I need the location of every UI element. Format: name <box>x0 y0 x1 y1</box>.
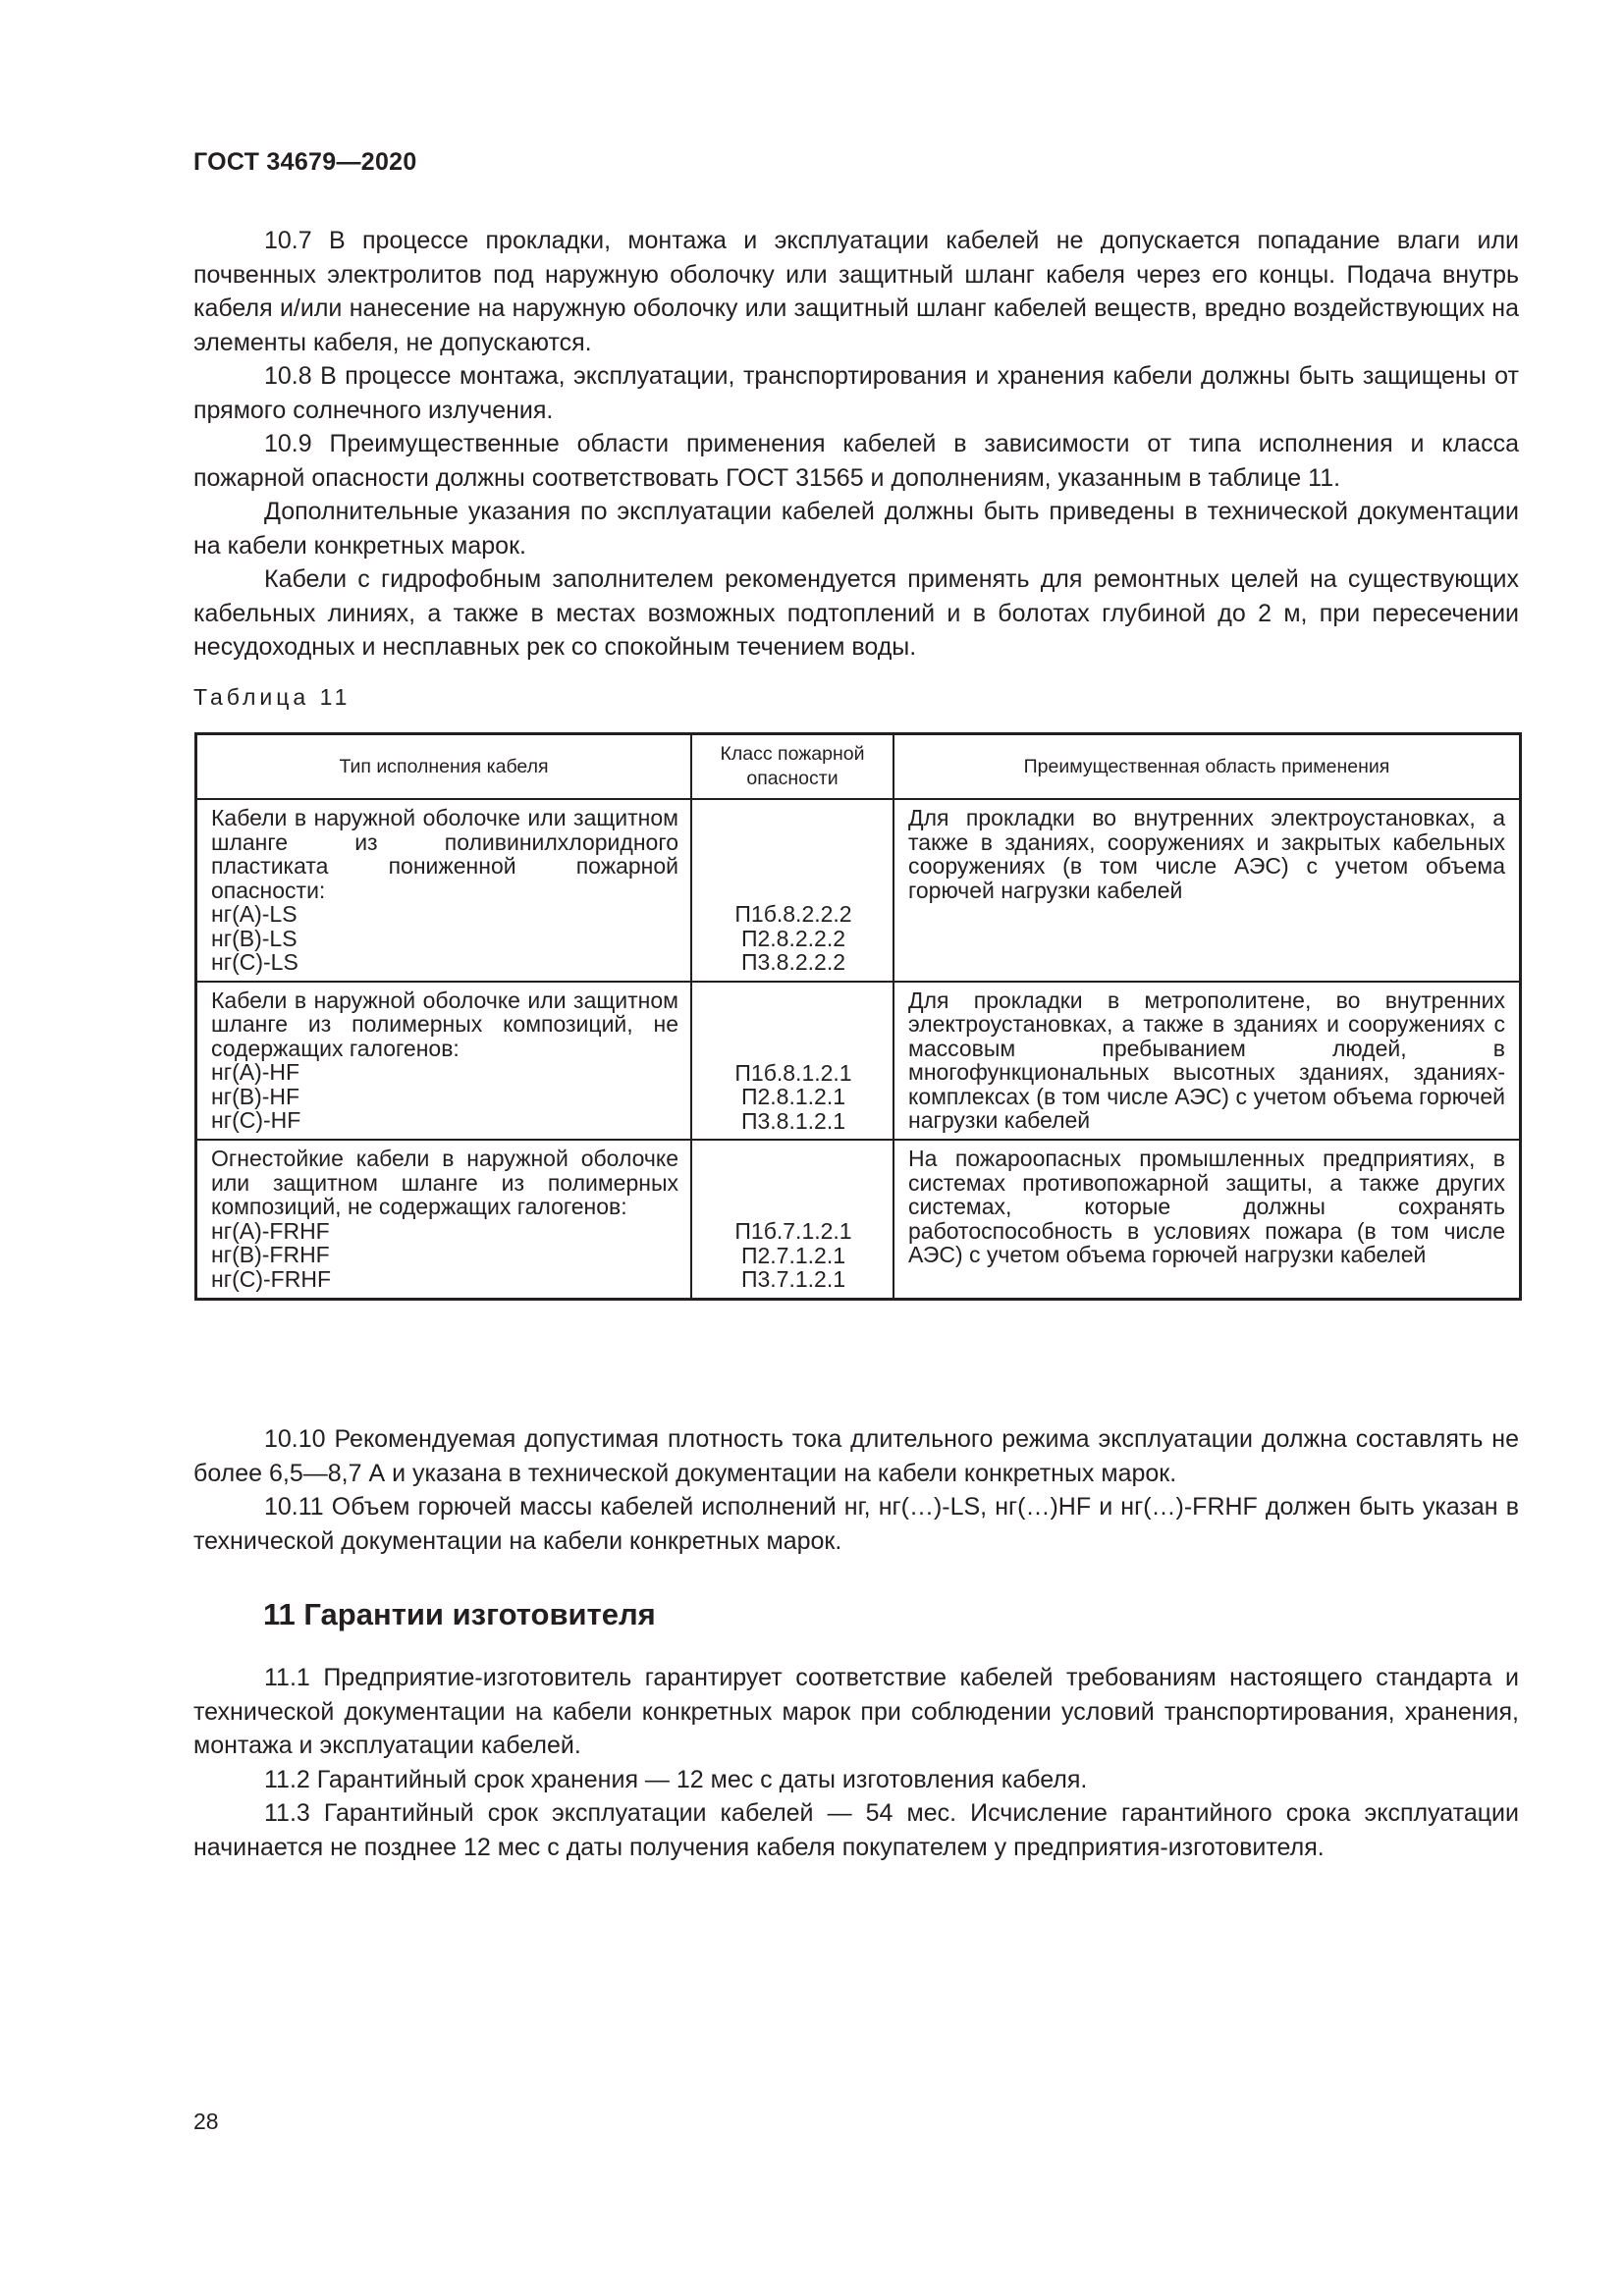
page-number: 28 <box>193 2109 219 2134</box>
top-paragraphs <box>193 224 1519 665</box>
cell-cable-type <box>196 982 692 1141</box>
cable-brand: нг(А)-HF <box>211 1059 300 1085</box>
cell-application: Для прокладки во внутренних электроустановках, а также в зданиях, сооружениях и закрытых кабельных сооружениях (в том числе АЭС) с учетом объема горючей нагрузки кабелей <box>893 799 1521 982</box>
cell-fire-class <box>691 982 893 1141</box>
cable-type-description: Кабели в наружной оболочке или защитном шланге из поливинилхлоридного пластиката пониженной пожарной опасности: <box>211 805 678 903</box>
section-title: 11 Гарантии изготовителя <box>263 1597 656 1631</box>
table-row <box>196 799 1521 982</box>
fire-class-value: П1б.8.1.2.1 <box>734 1059 852 1086</box>
bottom-paragraphs <box>193 1661 1519 1864</box>
paragraph-10-10: 10.10 Рекомендуемая допустимая плотность тока длительного режима эксплуатации должна составлять не более 6,5—8,7 А и указана в технической документации на кабели конкретных марок. <box>193 1425 1519 1487</box>
fire-class-value: П1б.8.2.2.2 <box>734 901 852 927</box>
column-header-fire-class: Класс пожарной опасности <box>691 734 893 800</box>
paragraph-11-1: 11.1 Предприятие-изготовитель гарантирует соответствие кабелей требованиям настоящего стандарта и технической документации на кабели конкретных марок при соблюдении условий транспортирования, хранения, монтажа и эксплуатации кабелей. <box>193 1664 1519 1759</box>
paragraph-hydrophobic-cables: Кабели с гидрофобным заполнителем рекомендуется применять для ремонтных целей на существующих кабельных линиях, а также в местах возможных подтоплений и в болотах глубиной до 2 м, при пересечении несудоходных и несплавных рек со спокойным течением воды. <box>193 565 1519 661</box>
document-header: ГОСТ 34679—2020 <box>193 148 417 176</box>
cable-brand: нг(С)-FRHF <box>211 1265 331 1292</box>
fire-class-value: П3.8.1.2.1 <box>740 1107 846 1134</box>
paragraph-10-11: 10.11 Объем горючей массы кабелей исполнений нг, нг(…)-LS, нг(…)HF и нг(…)-FRHF должен быть указан в технической документации на кабели конкретных марок. <box>193 1493 1519 1555</box>
cell-cable-type <box>196 1140 692 1299</box>
paragraph-10-7: 10.7 В процессе прокладки, монтажа и эксплуатации кабелей не допускается попадание влаги или почвенных электролитов под наружную оболочку или защитный шланг кабеля через его концы. Подача внутрь кабеля и/или нанесение на наружную оболочку или защитный шланг кабелей веществ, вредно воздействующих на элементы кабеля, не допускаются. <box>193 227 1519 356</box>
cable-brand: нг(С)-HF <box>211 1107 301 1133</box>
cell-cable-type <box>196 799 692 982</box>
paragraph-11-2: 11.2 Гарантийный срок хранения — 12 мес с даты изготовления кабеля. <box>264 1765 1088 1793</box>
table-11 <box>194 732 1522 1301</box>
mid-paragraphs <box>193 1422 1519 1558</box>
cable-brand: нг(В)-HF <box>211 1083 300 1109</box>
cell-fire-class <box>691 1140 893 1299</box>
column-header-type: Тип исполнения кабеля <box>196 734 692 800</box>
paragraph-additional-instructions: Дополнительные указания по эксплуатации кабелей должны быть приведены в технической документации на кабели конкретных марок. <box>193 498 1519 560</box>
cable-type-description: Кабели в наружной оболочке или защитном шланге из полимерных композиций, не содержащих галогенов: <box>211 987 678 1061</box>
table-header-row <box>196 734 1521 800</box>
cable-brand: нг(А)-FRHF <box>211 1217 330 1244</box>
paragraph-10-8: 10.8 В процессе монтажа, эксплуатации, транспортирования и хранения кабели должны быть защищены от прямого солнечного излучения. <box>193 362 1519 424</box>
fire-class-value: П2.8.2.2.2 <box>740 925 846 951</box>
cell-application: Для прокладки в метрополитене, во внутренних электроустановках, а также в зданиях и сооружениях с массовым пребыванием людей, в многофункциональных высотных зданиях, зданиях-комплексах (в том числе АЭС) с учетом объема горючей нагрузки кабелей <box>893 982 1521 1141</box>
fire-class-value: П3.8.2.2.2 <box>740 949 846 975</box>
paragraph-10-9: 10.9 Преимущественные области применения кабелей в зависимости от типа исполнения и класса пожарной опасности должны соответствовать ГОСТ 31565 и дополнениям, указанным в таблице 11. <box>193 430 1519 492</box>
cell-fire-class <box>691 799 893 982</box>
column-header-application: Преимущественная область применения <box>893 734 1521 800</box>
cable-brand: нг(А)-LS <box>211 901 298 927</box>
cable-brand: нг(В)-LS <box>211 925 298 951</box>
fire-class-value: П3.7.1.2.1 <box>740 1266 846 1292</box>
paragraph-11-3: 11.3 Гарантийный срок эксплуатации кабелей — 54 мес. Исчисление гарантийного срока эксплуатации начинается не позднее 12 мес с даты получения кабеля покупателем у предприятия-изготовителя. <box>193 1799 1519 1861</box>
cable-brand: нг(С)-LS <box>211 949 298 975</box>
cable-type-description: Огнестойкие кабели в наружной оболочке или защитном шланге из полимерных композиций, не содержащих галогенов: <box>211 1146 678 1219</box>
cable-brand: нг(В)-FRHF <box>211 1242 330 1267</box>
table-row <box>196 1140 1521 1299</box>
fire-class-value: П1б.7.1.2.1 <box>734 1218 852 1244</box>
table-caption: Таблица 11 <box>193 684 352 710</box>
table-row <box>196 982 1521 1141</box>
fire-class-value: П2.8.1.2.1 <box>740 1084 846 1109</box>
cell-application: На пожароопасных промышленных предприятиях, в системах противопожарной защиты, а также других системах, которые должны сохранять работоспособность в условиях пожара (в том числе АЭС) с учетом объема горючей нагрузки кабелей <box>893 1140 1521 1299</box>
fire-class-value: П2.7.1.2.1 <box>740 1242 846 1268</box>
